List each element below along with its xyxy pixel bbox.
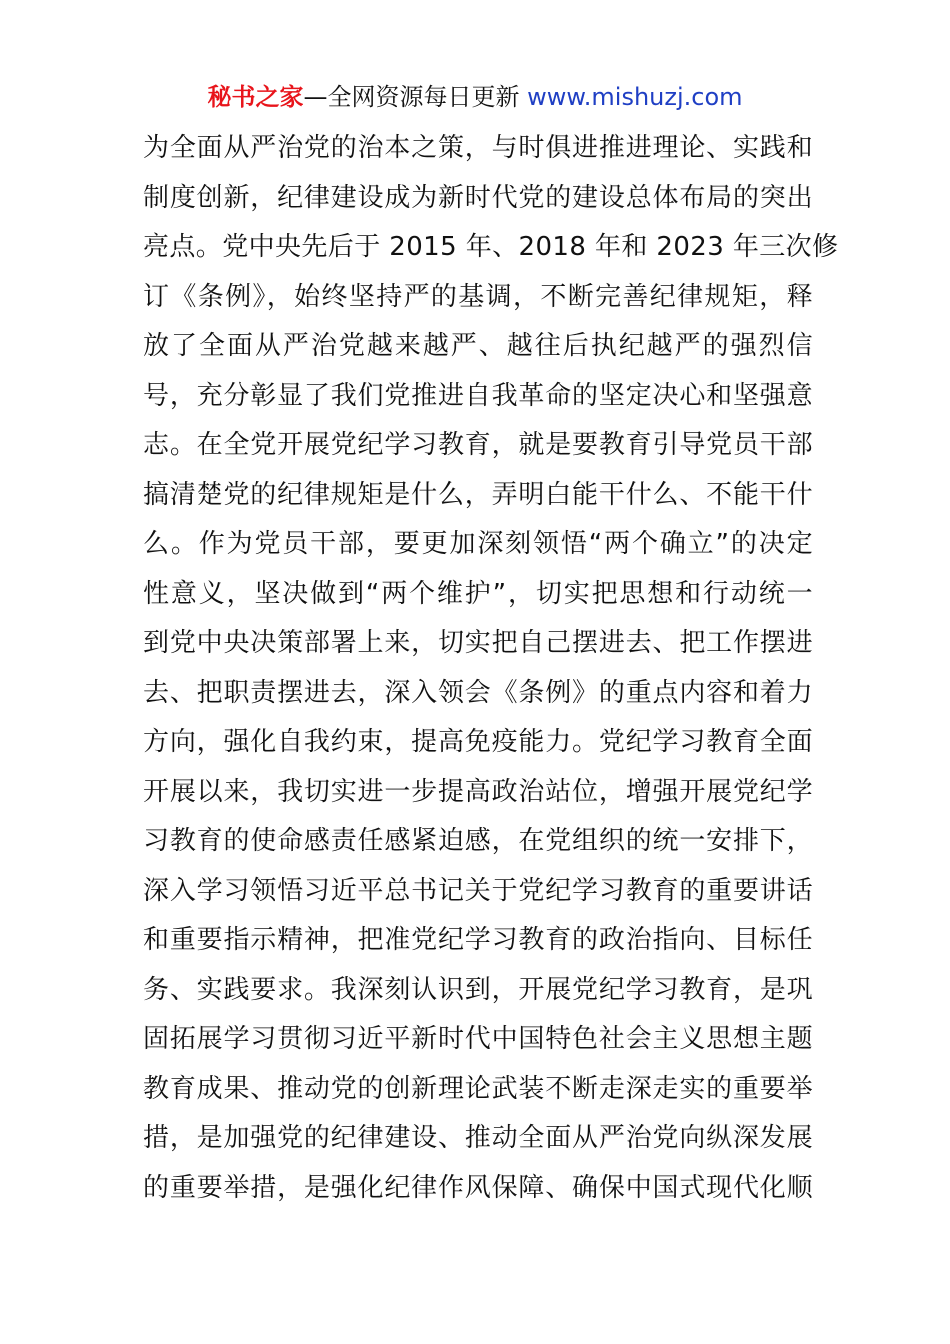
text-line: 措，是加强党的纪律建设、推动全面从严治党向纵深发展: [143, 1123, 813, 1153]
text-line: 开展以来，我切实进一步提高政治站位，增强开展党纪学: [143, 776, 813, 807]
text-line: 到党中央决策部署上来，切实把自己摆进去、把工作摆进: [143, 628, 813, 658]
text-line: 固拓展学习贯彻习近平新时代中国特色社会主义思想主题: [143, 1024, 813, 1054]
text-line: 的重要举措，是强化纪律作风保障、确保中国式现代化顺: [143, 1172, 813, 1203]
site-brand: 秘书之家: [207, 83, 304, 111]
text-line: 放了全面从严治党越来越严、越往后执纪越严的强烈信: [143, 331, 813, 361]
text-line: 方向，强化自我约束，提高免疫能力。党纪学习教育全面: [143, 727, 813, 757]
text-line: 深入学习领悟习近平总书记关于党纪学习教育的重要讲话: [143, 875, 813, 906]
text-line: 订《条例》，始终坚持严的基调，不断完善纪律规矩，释: [143, 281, 813, 312]
text-line: 去、把职责摆进去，深入领会《条例》的重点内容和着力: [143, 677, 813, 708]
text-line: 习教育的使命感责任感紧迫感，在党组织的统一安排下，: [143, 826, 813, 856]
text-line: 为全面从严治党的治本之策，与时俱进推进理论、实践和: [143, 133, 813, 163]
text-line: 么。作为党员干部，要更加深刻领悟“两个确立”的决定: [143, 529, 813, 559]
text-line: 制度创新，纪律建设成为新时代党的建设总体布局的突出: [143, 182, 813, 213]
text-line: 亮点。党中央先后于 2015 年、2018 年和 2023 年三次修: [143, 232, 839, 262]
text-line: 性意义，坚决做到“两个维护”，切实把思想和行动统一: [143, 578, 813, 609]
site-url-link[interactable]: www.mishuzj.com: [527, 83, 743, 111]
text-line: 搞清楚党的纪律规矩是什么，弄明白能干什么、不能干什: [143, 479, 813, 510]
text-line: 志。在全党开展党纪学习教育，就是要教育引导党员干部: [143, 430, 813, 460]
text-line: 教育成果、推动党的创新理论武装不断走深走实的重要举: [143, 1073, 813, 1104]
document-body: [143, 124, 839, 1213]
site-tagline: —全网资源每日更新: [303, 83, 528, 111]
text-line: 号，充分彰显了我们党推进自我革命的坚定决心和坚强意: [143, 380, 813, 411]
text-line: 和重要指示精神，把准党纪学习教育的政治指向、目标任: [143, 925, 813, 955]
page-header: [0, 80, 950, 114]
text-line: 务、实践要求。我深刻认识到，开展党纪学习教育，是巩: [143, 974, 813, 1005]
